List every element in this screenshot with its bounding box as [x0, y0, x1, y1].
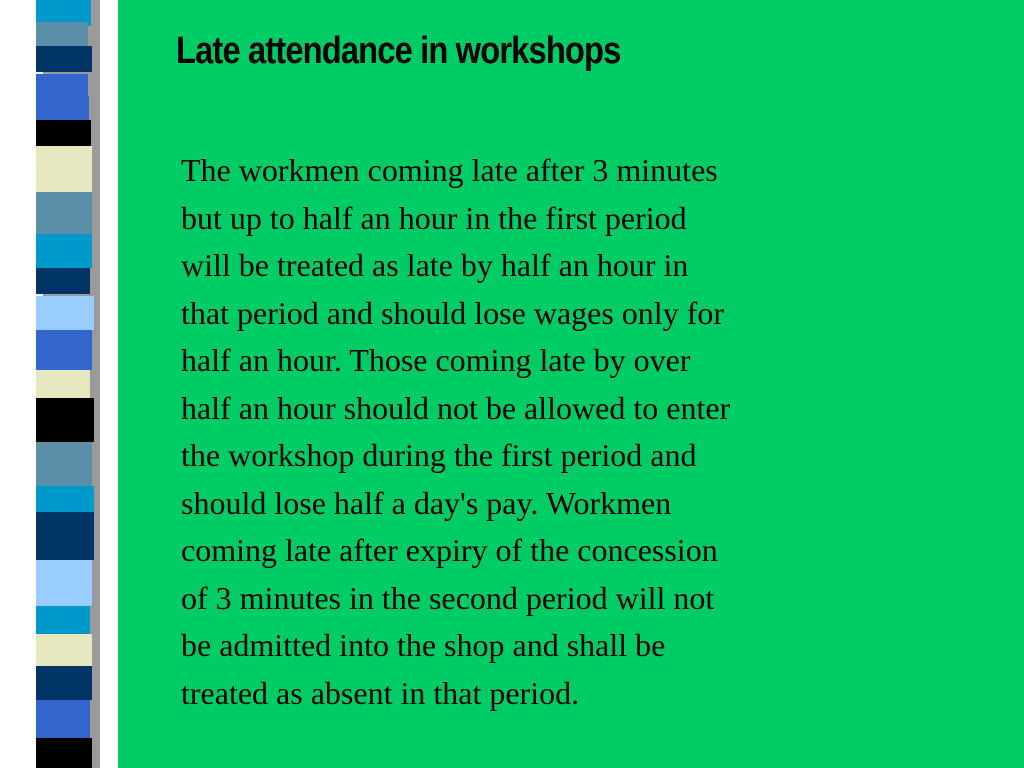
stripe-segment [36, 296, 94, 330]
body-text-line: the workshop during the first period and [181, 437, 697, 473]
stripe-segment [36, 370, 90, 398]
body-text-line: The workmen coming late after 3 minutes [181, 152, 718, 188]
stripe-segment [36, 234, 92, 268]
stripe-segment [36, 398, 94, 442]
stripe-segment [36, 666, 92, 700]
stripe-segment [36, 512, 94, 560]
body-text-line: of 3 minutes in the second period will not [181, 579, 715, 616]
stripe-segment [36, 146, 92, 192]
stripe-segment [36, 606, 90, 634]
body-text-line: should lose half a day's pay. Workmen [181, 484, 672, 521]
slide-title: Late attendance in workshops [176, 30, 621, 72]
slide-body-text [181, 147, 881, 717]
stripe-segment [36, 330, 92, 370]
stripe-segment [36, 560, 92, 606]
decorative-stripe-column [36, 0, 94, 768]
stripe-segment [36, 46, 92, 72]
stripe-segment [36, 634, 92, 666]
body-text-line: that period and should lose wages only for [181, 294, 724, 331]
stripe-segment [36, 120, 91, 146]
decorative-left-panel [0, 0, 118, 768]
stripe-segment [36, 486, 94, 512]
body-text-line: half an hour. Those coming late by over [181, 342, 691, 378]
stripe-segment [36, 22, 88, 48]
stripe-segment [36, 442, 92, 486]
body-text-line: treated as absent in that period. [181, 674, 580, 711]
stripe-segment [36, 96, 89, 122]
body-text-line: but up to half an hour in the first period [181, 199, 687, 236]
body-text-line: half an hour should not be allowed to enter [181, 389, 731, 426]
stripe-segment [36, 192, 92, 234]
body-text-line: coming late after expiry of the concession [181, 532, 718, 568]
body-text-line: be admitted into the shop and shall be [181, 627, 666, 663]
body-text-line: will be treated as late by half an hour in [181, 247, 689, 283]
stripe-segment [36, 268, 90, 294]
stripe-segment [36, 738, 92, 768]
stripe-segment [36, 700, 90, 738]
